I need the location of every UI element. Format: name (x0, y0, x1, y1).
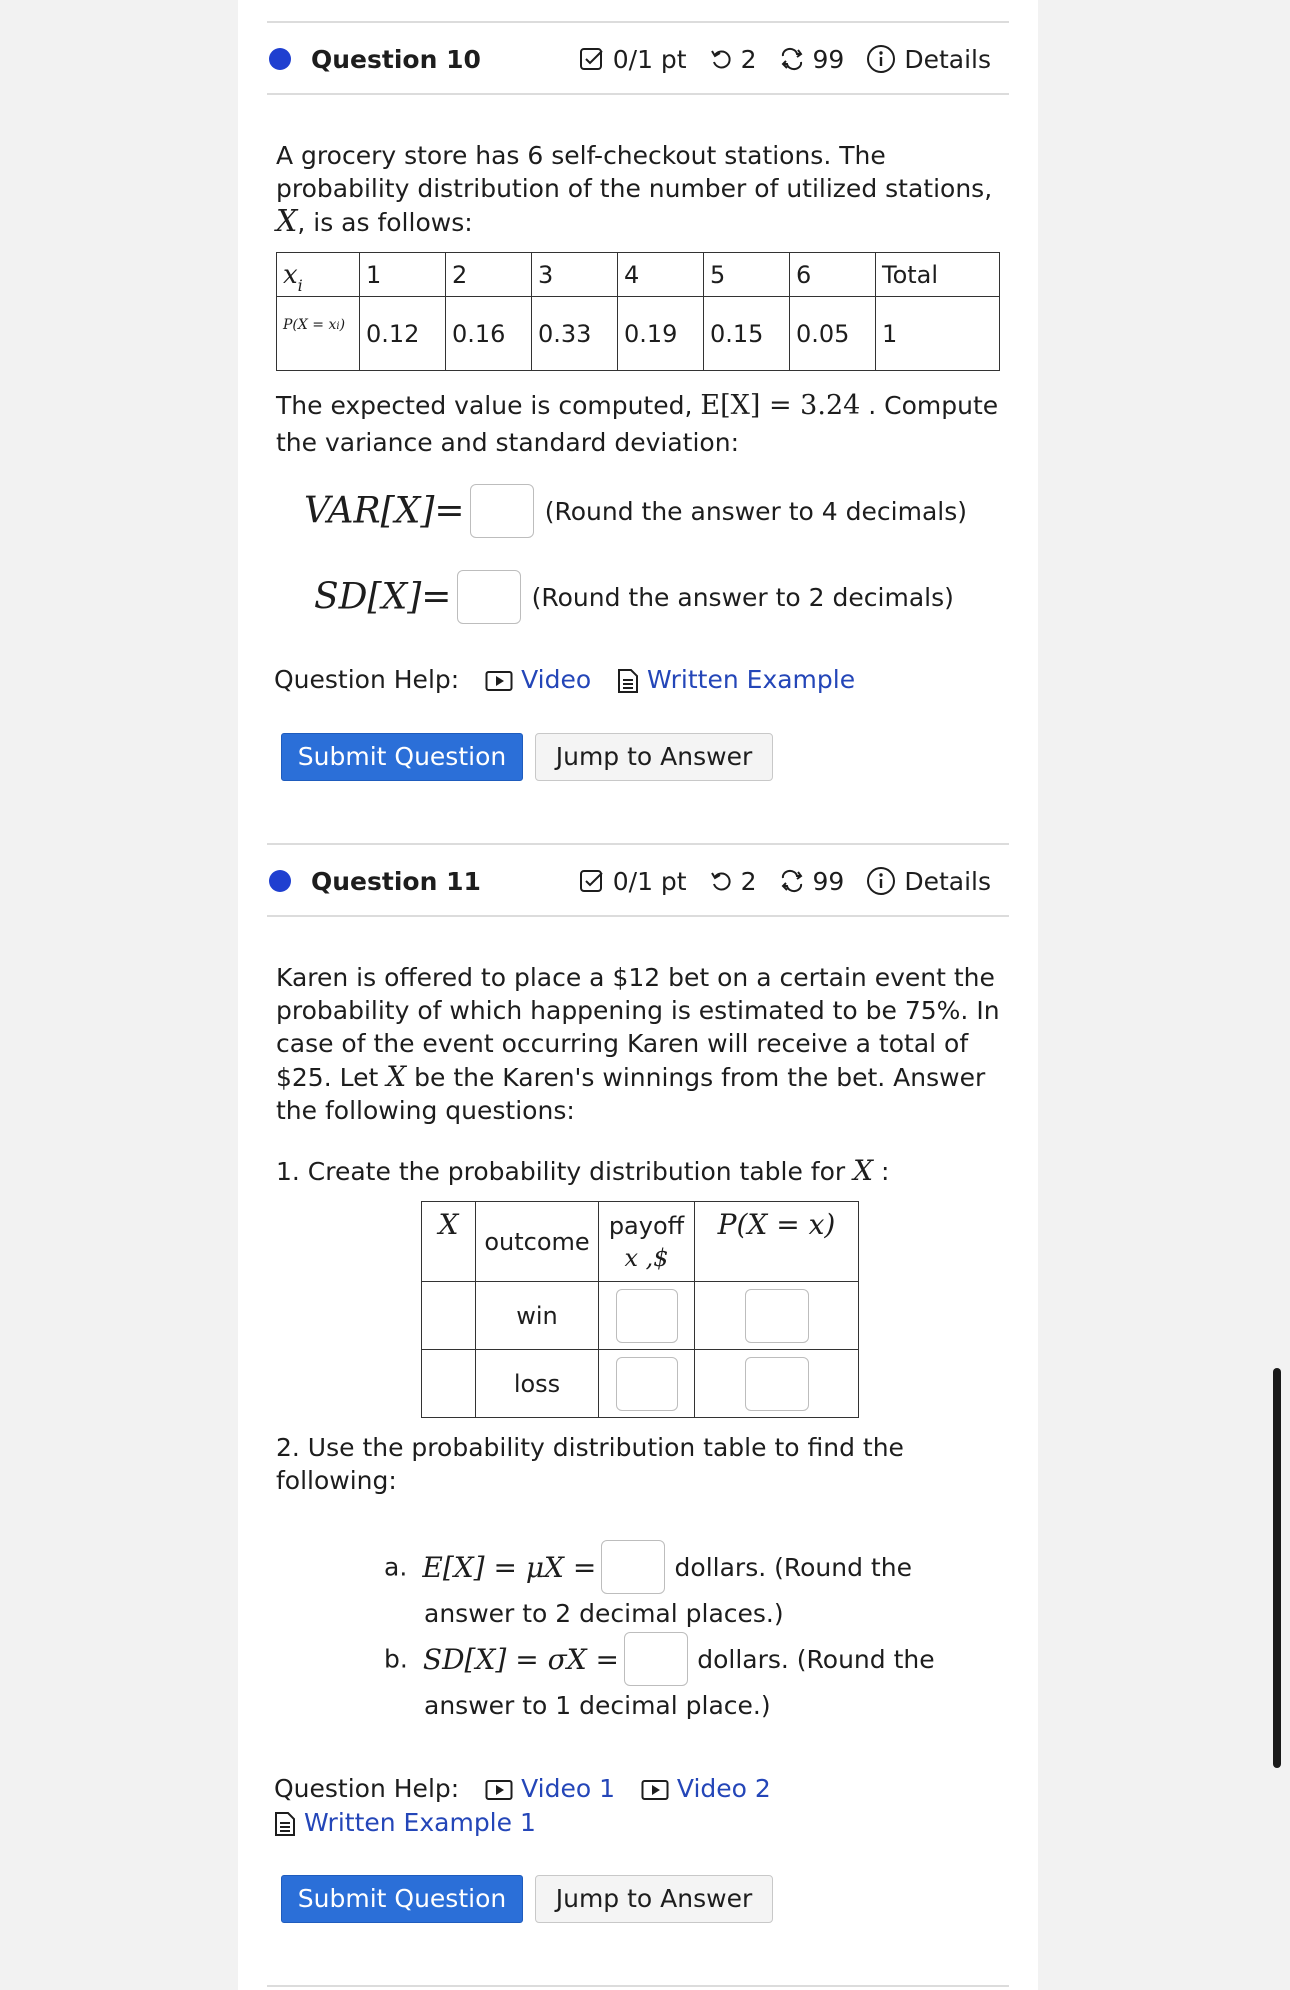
win-payoff-input[interactable] (616, 1289, 678, 1343)
help-label: Question Help: (274, 1774, 460, 1803)
help-video-2-link[interactable]: Video 2 (641, 1774, 771, 1803)
table-cell-outcome: win (476, 1282, 599, 1350)
distribution-table (276, 252, 1000, 371)
table-row (422, 1350, 859, 1418)
question-header (267, 38, 1009, 78)
table-cell (599, 1282, 695, 1350)
video-icon (485, 670, 513, 692)
sd-label: SD[X]= (314, 576, 452, 618)
info-icon[interactable] (866, 866, 896, 896)
table-cell (599, 1350, 695, 1418)
table-cell: 0.33 (532, 297, 618, 371)
divider (267, 843, 1009, 845)
divider (267, 1985, 1009, 1987)
table-head-payoff: payoff x ,$ (599, 1202, 695, 1282)
table-cell: 3 (532, 253, 618, 297)
table-cell (695, 1350, 859, 1418)
table-cell: 1 (360, 253, 446, 297)
variance-row (304, 484, 967, 538)
part-a-note: answer to 2 decimal places.) (424, 1599, 784, 1628)
table-cell: 2 (446, 253, 532, 297)
expected-equation: E[X] = 3.24 (700, 390, 861, 421)
check-square-icon (579, 868, 605, 894)
part-b-note: answer to 1 decimal place.) (424, 1691, 771, 1720)
help-label: Question Help: (274, 665, 460, 694)
table-total-label: Total (876, 253, 1000, 297)
question-body (276, 139, 1016, 239)
retries-text: 2 (740, 866, 757, 896)
details-link[interactable]: Details (904, 44, 991, 74)
table-cell: 0.19 (618, 297, 704, 371)
part-a-row: a. E[X] = μX = dollars. (Round the (384, 1540, 912, 1594)
question-meta (579, 866, 991, 896)
step-1-text: 1. Create the probability distribution table for X : (276, 1154, 890, 1187)
table-total-value: 1 (876, 297, 1000, 371)
table-cell: 6 (790, 253, 876, 297)
table-cell: 0.15 (704, 297, 790, 371)
status-dot (269, 48, 291, 70)
help-written-link[interactable] (617, 665, 855, 694)
jump-to-answer-button[interactable]: Jump to Answer (535, 733, 773, 781)
table-head-prob: P(X = xi) (277, 297, 360, 371)
expected-text: The expected value is computed, E[X] = 3.24 . Compute the variance and standard deviation: (276, 390, 999, 457)
part-b-row: b. SD[X] = σX = dollars. (Round the (384, 1632, 935, 1686)
attempts-icon (779, 868, 805, 894)
submit-question-button[interactable]: Submit Question (281, 1875, 523, 1923)
probability-table (421, 1201, 859, 1418)
standard-deviation-input[interactable] (624, 1632, 688, 1686)
question-page (238, 0, 1038, 1990)
table-head-x: X (422, 1202, 476, 1282)
question-body: Karen is offered to place a $12 bet on a certain event the probability of which happening is estimated to be 75%. In case of the event occurring Karen will receive a total of $25. Let X be the Karen's winnings from the bet. Answer the following questions: (276, 963, 1000, 1125)
step-2-text: 2. Use the probability distribution table to find the following: (276, 1433, 904, 1495)
retries-text: 2 (740, 44, 757, 74)
win-probability-input[interactable] (745, 1289, 809, 1343)
sd-row (314, 570, 954, 624)
intro-text: A grocery store has 6 self-checkout stations. The probability distribution of the number of utilized stations, (276, 141, 993, 203)
table-cell-outcome: loss (476, 1350, 599, 1418)
expected-value-input[interactable] (601, 1540, 665, 1594)
help-written-link[interactable]: Written Example 1 (274, 1808, 536, 1837)
loss-payoff-input[interactable] (616, 1357, 678, 1411)
retry-icon (709, 47, 733, 71)
variance-note: (Round the answer to 4 decimals) (544, 496, 967, 526)
document-icon (617, 668, 639, 694)
table-cell: 4 (618, 253, 704, 297)
table-cell: 5 (704, 253, 790, 297)
table-cell (422, 1350, 476, 1418)
help-video-1-link[interactable]: Video 1 (485, 1774, 623, 1803)
help-video-text[interactable]: Video (521, 665, 592, 694)
info-icon[interactable] (866, 44, 896, 74)
table-cell (695, 1282, 859, 1350)
table-row (422, 1282, 859, 1350)
scrollbar[interactable] (1273, 1368, 1281, 1768)
status-dot (269, 870, 291, 892)
table-cell (422, 1282, 476, 1350)
check-square-icon (579, 46, 605, 72)
divider (267, 21, 1009, 23)
question-help (274, 665, 855, 694)
points-text: 0/1 pt (612, 866, 687, 896)
attempts-icon (779, 46, 805, 72)
submit-question-button[interactable]: Submit Question (281, 733, 523, 781)
question-title: Question 11 (311, 867, 481, 896)
retry-icon (709, 869, 733, 893)
points-text: 0/1 pt (612, 44, 687, 74)
details-link[interactable]: Details (904, 866, 991, 896)
loss-probability-input[interactable] (745, 1357, 809, 1411)
table-head-prob: P(X = x) (695, 1202, 859, 1282)
help-video-link[interactable] (485, 665, 599, 694)
sd-note: (Round the answer to 2 decimals) (531, 582, 954, 612)
attempts-text: 99 (812, 44, 845, 74)
intro-text-end: , is as follows: (297, 208, 473, 237)
divider (267, 93, 1009, 95)
sd-input[interactable] (457, 570, 521, 624)
table-cell: 0.05 (790, 297, 876, 371)
var-x: X (386, 1060, 407, 1093)
attempts-text: 99 (812, 866, 845, 896)
variance-label: VAR[X]= (304, 490, 465, 532)
divider (267, 915, 1009, 917)
part-a-equation: E[X] = μX = (422, 1550, 597, 1584)
table-cell: 0.16 (446, 297, 532, 371)
question-meta (579, 44, 991, 74)
var-x: X (276, 204, 298, 239)
question-title: Question 10 (311, 45, 481, 74)
table-cell: 0.12 (360, 297, 446, 371)
table-head-outcome: outcome (476, 1202, 599, 1282)
video-icon (641, 1779, 669, 1801)
variance-input[interactable] (470, 484, 534, 538)
table-head-xi: $x_i$ (277, 253, 360, 297)
jump-to-answer-button[interactable]: Jump to Answer (535, 1875, 773, 1923)
video-icon (485, 1779, 513, 1801)
question-help (274, 1774, 771, 1803)
question-header (267, 860, 1009, 900)
document-icon (274, 1811, 296, 1837)
part-b-equation: SD[X] = σX = (422, 1642, 620, 1676)
help-written-text[interactable]: Written Example (647, 665, 856, 694)
